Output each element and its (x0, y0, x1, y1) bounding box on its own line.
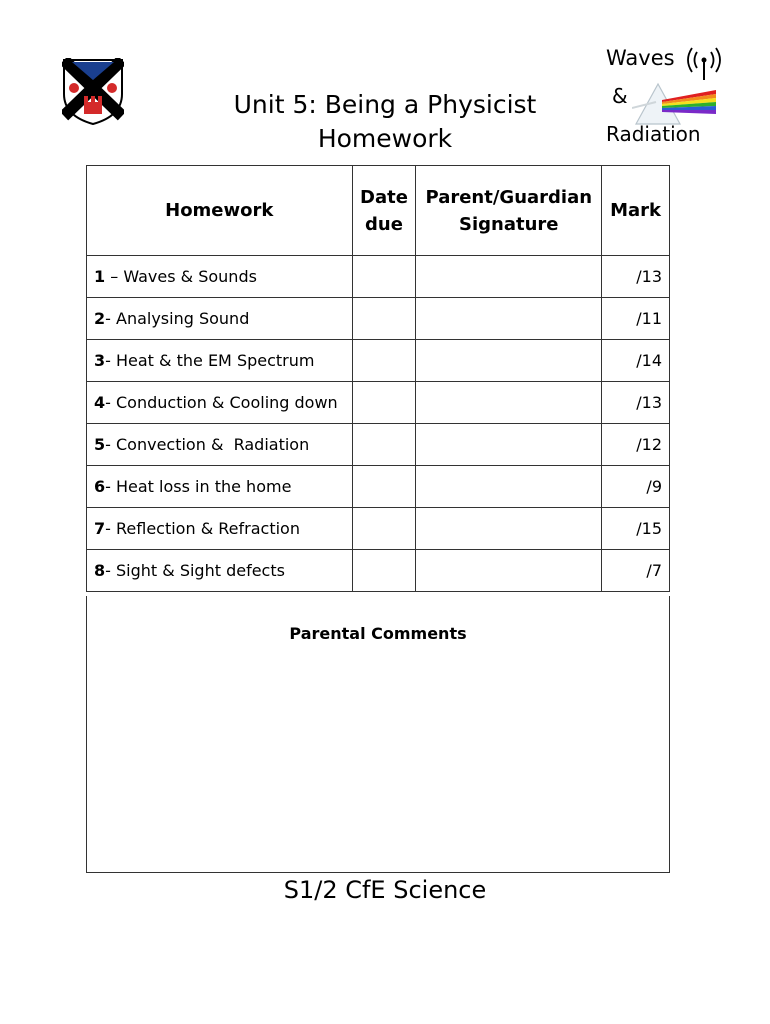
task-separator: - (105, 519, 116, 538)
task-number: 2 (94, 309, 106, 328)
mark-cell: /15 (602, 508, 670, 550)
signature-cell[interactable] (416, 298, 602, 340)
signature-cell[interactable] (416, 382, 602, 424)
task-number: 8 (94, 561, 106, 580)
homework-task-cell (87, 550, 353, 592)
homework-task-cell (87, 424, 353, 466)
task-title: Heat loss in the home (116, 477, 292, 496)
task-number: 3 (94, 351, 106, 370)
table-row (87, 256, 670, 298)
task-title: Waves & Sounds (123, 267, 257, 286)
task-title: Convection & Radiation (116, 435, 310, 454)
header-date-due: Date due (352, 166, 416, 256)
task-title: Analysing Sound (116, 309, 250, 328)
table-row (87, 424, 670, 466)
logo-radiation-text: Radiation (606, 122, 701, 146)
task-title: Reflection & Refraction (116, 519, 300, 538)
table-row (87, 550, 670, 592)
signature-cell[interactable] (416, 424, 602, 466)
mark-cell: /12 (602, 424, 670, 466)
task-number: 4 (94, 393, 106, 412)
unit-logo (604, 42, 754, 152)
mark-cell: /13 (602, 382, 670, 424)
radio-waves-icon (684, 46, 724, 82)
task-title: Conduction & Cooling down (116, 393, 338, 412)
school-crest-icon (62, 58, 124, 126)
table-row (87, 382, 670, 424)
homework-task-cell (87, 466, 353, 508)
title-line-2: Homework (317, 124, 453, 153)
signature-cell[interactable] (416, 256, 602, 298)
table-row (87, 508, 670, 550)
date-due-cell[interactable] (352, 424, 416, 466)
date-due-cell[interactable] (352, 466, 416, 508)
signature-cell[interactable] (416, 550, 602, 592)
header-homework: Homework (87, 166, 353, 256)
signature-cell[interactable] (416, 466, 602, 508)
logo-ampersand-text: & (612, 84, 628, 108)
table-row (87, 298, 670, 340)
page-title (205, 88, 565, 156)
task-separator: – (105, 267, 124, 286)
homework-task-cell (87, 340, 353, 382)
table-row (87, 466, 670, 508)
table-header-row (87, 166, 670, 256)
date-due-cell[interactable] (352, 298, 416, 340)
task-title: Heat & the EM Spectrum (116, 351, 315, 370)
task-separator: - (105, 351, 116, 370)
task-number: 5 (94, 435, 106, 454)
mark-cell: /13 (602, 256, 670, 298)
header-mark: Mark (602, 166, 670, 256)
mark-cell: /11 (602, 298, 670, 340)
task-separator: - (105, 393, 116, 412)
table-row (87, 340, 670, 382)
signature-cell[interactable] (416, 508, 602, 550)
task-number: 7 (94, 519, 106, 538)
homework-task-cell (87, 298, 353, 340)
header-signature: Parent/Guardian Signature (416, 166, 602, 256)
date-due-cell[interactable] (352, 382, 416, 424)
date-due-cell[interactable] (352, 550, 416, 592)
mark-cell: /7 (602, 550, 670, 592)
task-separator: - (105, 477, 116, 496)
footer-course: S1/2 CfE Science (283, 876, 487, 904)
task-number: 6 (94, 477, 106, 496)
mark-cell: /14 (602, 340, 670, 382)
task-separator: - (105, 435, 116, 454)
title-line-1: Unit 5: Being a Physicist (233, 90, 537, 119)
task-separator: - (105, 561, 116, 580)
homework-task-cell (87, 256, 353, 298)
logo-waves-text: Waves (606, 46, 675, 70)
homework-task-cell (87, 508, 353, 550)
date-due-cell[interactable] (352, 256, 416, 298)
date-due-cell[interactable] (352, 340, 416, 382)
signature-cell[interactable] (416, 340, 602, 382)
parental-comments-box[interactable] (86, 596, 670, 873)
task-title: Sight & Sight defects (116, 561, 285, 580)
homework-task-cell (87, 382, 353, 424)
homework-table (86, 165, 670, 592)
task-number: 1 (94, 267, 106, 286)
date-due-cell[interactable] (352, 508, 416, 550)
task-separator: - (105, 309, 116, 328)
mark-cell: /9 (602, 466, 670, 508)
parental-comments-label: Parental Comments (289, 624, 467, 643)
